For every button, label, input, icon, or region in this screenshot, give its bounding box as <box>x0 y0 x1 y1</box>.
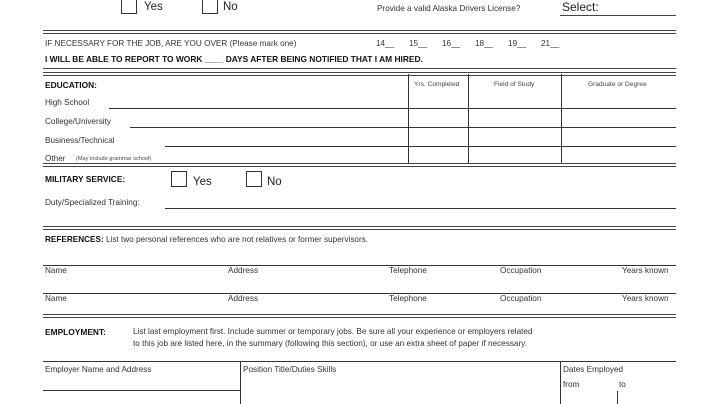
age-option-14[interactable]: 14__ <box>376 39 395 48</box>
education-col-yrs: Yrs. Completed <box>414 81 460 88</box>
education-col-degree: Graduate or Degree <box>588 81 647 88</box>
reference-1-line[interactable] <box>43 265 676 266</box>
military-yes-label: Yes <box>193 176 212 188</box>
age-option-19[interactable]: 19__ <box>508 39 527 48</box>
reference-2-years: Years known <box>622 294 669 303</box>
references-instruction-text: List two personal references who are not relatives or former supervisors. <box>105 235 369 244</box>
report-statement: I WILL BE ABLE TO REPORT TO WORK ____ DAYS AFTER BEING NOTIFIED THAT I AM HIRED. <box>45 54 423 64</box>
education-row-college: College/University <box>45 117 111 126</box>
reference-1-address: Address <box>228 266 259 275</box>
col-divider <box>240 361 241 404</box>
reference-2-occupation: Occupation <box>500 294 542 303</box>
duty-field[interactable] <box>165 208 676 209</box>
employment-table-top <box>43 361 676 362</box>
education-heading: EDUCATION: <box>45 80 97 90</box>
reference-1-telephone: Telephone <box>389 266 427 275</box>
divider <box>43 68 676 69</box>
divider <box>43 163 676 167</box>
age-question: IF NECESSARY FOR THE JOB, ARE YOU OVER (Please mark one) <box>45 39 297 48</box>
age-option-16[interactable]: 16__ <box>442 39 461 48</box>
yes-checkbox[interactable] <box>121 0 137 14</box>
references-instruction <box>45 235 368 244</box>
military-no-label: No <box>267 176 282 188</box>
age-option-18[interactable]: 18__ <box>475 39 494 48</box>
position-label: Position Title/Duties Skills <box>243 365 337 374</box>
divider <box>43 226 676 230</box>
reference-1-occupation: Occupation <box>500 266 542 275</box>
business-field[interactable] <box>165 146 676 147</box>
high-school-field[interactable] <box>109 108 676 109</box>
col-divider <box>468 74 469 164</box>
military-no-checkbox[interactable] <box>246 171 262 187</box>
education-col-field: Field of Study <box>494 81 535 88</box>
dates-label: Dates Employed <box>563 365 624 374</box>
yes-label: Yes <box>144 1 163 13</box>
employer-field-line[interactable] <box>43 390 240 391</box>
reference-1-years: Years known <box>622 266 669 275</box>
education-row-business: Business/Technical <box>45 136 115 145</box>
education-row-other: Other <box>45 154 66 163</box>
license-select-underline <box>560 15 676 16</box>
age-option-21[interactable]: 21__ <box>541 39 560 48</box>
reference-2-name: Name <box>45 294 67 303</box>
age-option-15[interactable]: 15__ <box>409 39 428 48</box>
employment-instruction-1: List last employment first. Include summer or temporary jobs. Be sure all your experience or employers related <box>133 327 533 336</box>
college-field[interactable] <box>130 127 676 128</box>
military-heading: MILITARY SERVICE: <box>45 174 126 184</box>
no-checkbox[interactable] <box>202 0 218 14</box>
no-label: No <box>223 1 238 13</box>
education-row-high-school: High School <box>45 98 90 107</box>
employment-heading: EMPLOYMENT: <box>45 327 106 337</box>
license-question: Provide a valid Alaska Drivers License? <box>377 4 521 13</box>
employer-label: Employer Name and Address <box>45 365 152 374</box>
education-row-other-note: (May include grammar school) <box>76 156 152 162</box>
dates-divider <box>617 391 618 404</box>
military-yes-checkbox[interactable] <box>171 171 187 187</box>
duty-label: Duty/Specialized Training: <box>45 198 140 207</box>
references-heading: REFERENCES: <box>45 235 104 244</box>
reference-2-telephone: Telephone <box>389 294 427 303</box>
divider <box>43 314 676 318</box>
divider <box>43 30 676 34</box>
employment-instruction-2: to this job are listed here, in the summary (following this section), or use an extra sheet of paper if necessary. <box>133 339 527 348</box>
col-divider <box>561 74 562 164</box>
license-select[interactable]: Select: <box>562 0 599 14</box>
reference-2-address: Address <box>228 294 259 303</box>
col-divider <box>408 74 409 164</box>
reference-2-line[interactable] <box>43 293 676 294</box>
col-divider <box>560 361 561 404</box>
to-label: to <box>619 380 626 389</box>
reference-1-name: Name <box>45 266 67 275</box>
from-label: from <box>563 380 580 389</box>
divider <box>43 72 676 76</box>
